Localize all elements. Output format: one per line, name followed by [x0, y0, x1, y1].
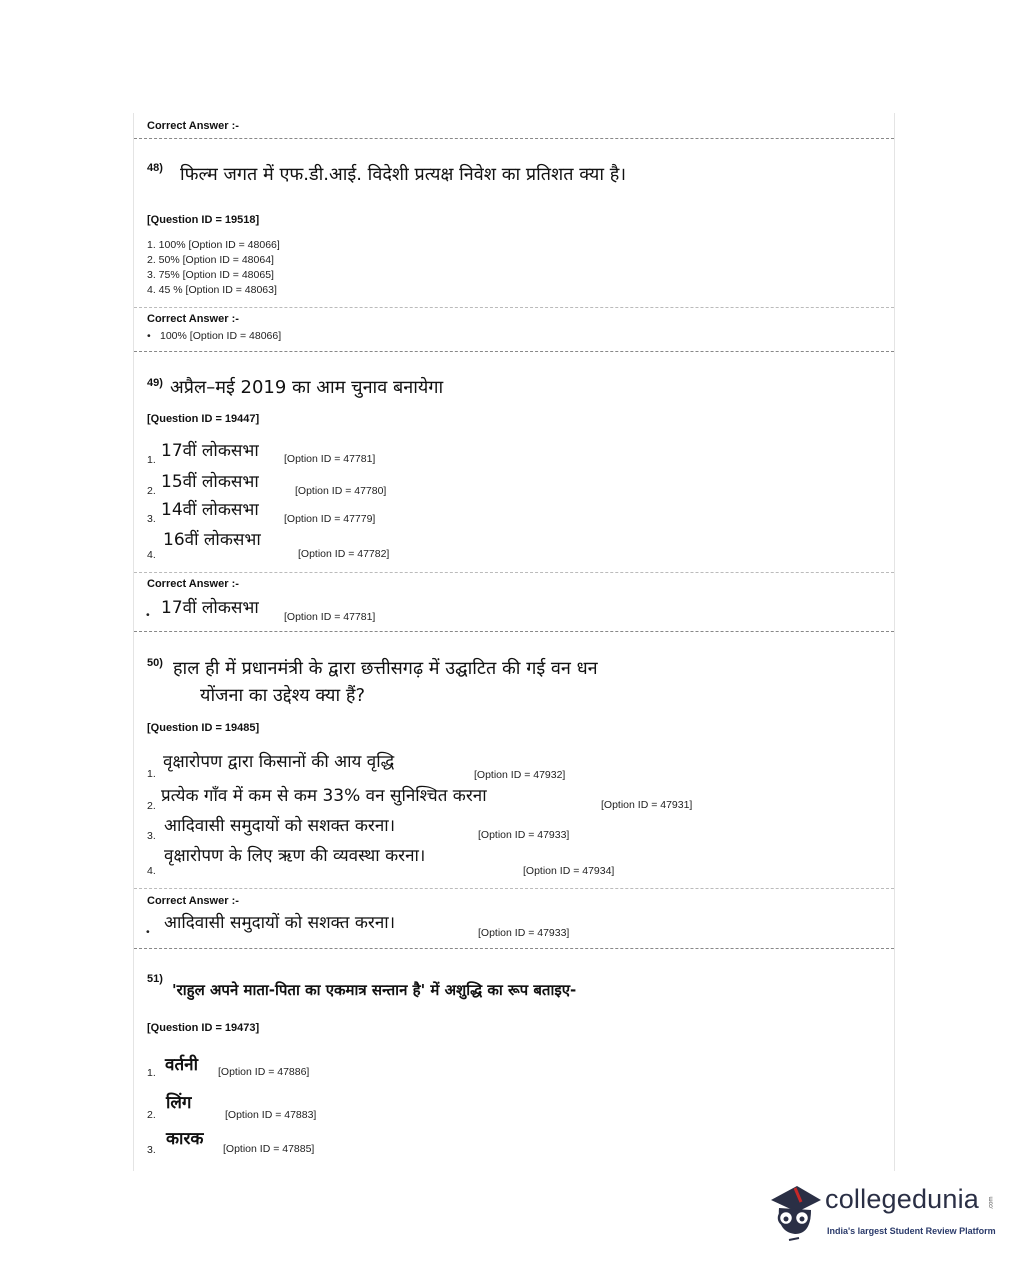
- option-id: [Option ID = 47782]: [298, 548, 390, 560]
- bullet: •: [146, 926, 150, 938]
- correct-option-id: [Option ID = 47781]: [284, 611, 376, 623]
- divider: [134, 948, 894, 949]
- option-number: 4.: [147, 549, 156, 561]
- question-text-line2: योंजना का उद्देश्य क्या हैं?: [200, 685, 365, 706]
- divider: [134, 307, 894, 308]
- correct-answer-label: Correct Answer :-: [147, 895, 239, 907]
- option-text: 14वीं लोकसभा: [161, 500, 259, 520]
- option-text: 16वीं लोकसभा: [163, 530, 261, 550]
- option-id: [Option ID = 47931]: [601, 799, 693, 811]
- bullet: •: [146, 609, 150, 621]
- option-number: 1.: [147, 768, 156, 780]
- divider: [134, 572, 894, 573]
- option-number: 3.: [147, 513, 156, 525]
- question-id: [Question ID = 19473]: [147, 1022, 260, 1034]
- logo-tagline: India's largest Student Review Platform: [827, 1226, 996, 1236]
- option-id: [Option ID = 47932]: [474, 769, 566, 781]
- divider: [134, 631, 894, 632]
- collegedunia-logo: [765, 1178, 997, 1248]
- option-item: 3. 75% [Option ID = 48065]: [147, 269, 274, 281]
- option-id: [Option ID = 47886]: [218, 1066, 310, 1078]
- option-id: [Option ID = 47934]: [523, 865, 615, 877]
- option-number: 3.: [147, 1144, 156, 1156]
- option-text: वृक्षारोपण के लिए ऋण की व्यवस्था करना।: [164, 846, 426, 866]
- correct-answer-text: 17वीं लोकसभा: [161, 598, 259, 618]
- option-text: लिंग: [166, 1093, 192, 1113]
- question-text: फिल्म जगत में एफ.डी.आई. विदेशी प्रत्यक्ष निवेश का प्रतिशत क्या है।: [180, 164, 627, 185]
- question-id: [Question ID = 19518]: [147, 214, 260, 226]
- option-number: 1.: [147, 454, 156, 466]
- option-text: वर्तनी: [165, 1055, 198, 1075]
- correct-answer-text: आदिवासी समुदायों को सशक्त करना।: [164, 913, 396, 933]
- correct-answer-label: Correct Answer :-: [147, 313, 239, 325]
- option-text: आदिवासी समुदायों को सशक्त करना।: [164, 816, 396, 836]
- correct-answer-label: Correct Answer :-: [147, 120, 239, 132]
- divider: [134, 351, 894, 352]
- bullet: •: [147, 330, 151, 342]
- question-text-line1: हाल ही में प्रधानमंत्री के द्वारा छत्तीसगढ़ में उद्घाटित की गई वन धन: [173, 658, 598, 679]
- option-number: 4.: [147, 865, 156, 877]
- option-item: 2. 50% [Option ID = 48064]: [147, 254, 274, 266]
- option-id: [Option ID = 47781]: [284, 453, 376, 465]
- option-id: [Option ID = 47780]: [295, 485, 387, 497]
- option-text: 15वीं लोकसभा: [161, 472, 259, 492]
- option-id: [Option ID = 47883]: [225, 1109, 317, 1121]
- question-id: [Question ID = 19485]: [147, 722, 260, 734]
- option-number: 1.: [147, 1067, 156, 1079]
- question-text: अप्रैल–मई 2019 का आम चुनाव बनायेगा: [170, 377, 444, 398]
- option-number: 2.: [147, 485, 156, 497]
- correct-option-id: [Option ID = 47933]: [478, 927, 570, 939]
- option-number: 2.: [147, 1109, 156, 1121]
- correct-answer-text: 100% [Option ID = 48066]: [160, 330, 282, 342]
- correct-answer-label: Correct Answer :-: [147, 578, 239, 590]
- option-id: [Option ID = 47779]: [284, 513, 376, 525]
- option-text: कारक: [166, 1129, 204, 1149]
- logo-wordmark: collegedunia: [825, 1184, 980, 1214]
- option-text: 17वीं लोकसभा: [161, 441, 259, 461]
- question-id: [Question ID = 19447]: [147, 413, 260, 425]
- option-id: [Option ID = 47885]: [223, 1143, 315, 1155]
- option-item: 4. 45 % [Option ID = 48063]: [147, 284, 277, 296]
- option-text: वृक्षारोपण द्वारा किसानों की आय वृद्धि: [163, 752, 395, 772]
- option-number: 2.: [147, 800, 156, 812]
- question-number: 48): [147, 162, 163, 174]
- question-number: 49): [147, 377, 163, 389]
- question-number: 50): [147, 657, 163, 669]
- question-paper-page: [133, 113, 895, 1171]
- divider: [134, 138, 894, 139]
- option-id: [Option ID = 47933]: [478, 829, 570, 841]
- option-number: 3.: [147, 830, 156, 842]
- option-text: प्रत्येक गाँव में कम से कम 33% वन सुनिश्चित करना: [161, 786, 487, 806]
- question-number: 51): [147, 973, 163, 985]
- divider: [134, 888, 894, 889]
- mascot-icon: [765, 1178, 823, 1242]
- option-item: 1. 100% [Option ID = 48066]: [147, 239, 280, 251]
- question-text: 'राहुल अपने माता-पिता का एकमात्र सन्तान है' में अशुद्धि का रूप बताइए-: [172, 981, 577, 999]
- logo-tld: .com: [988, 1196, 995, 1210]
